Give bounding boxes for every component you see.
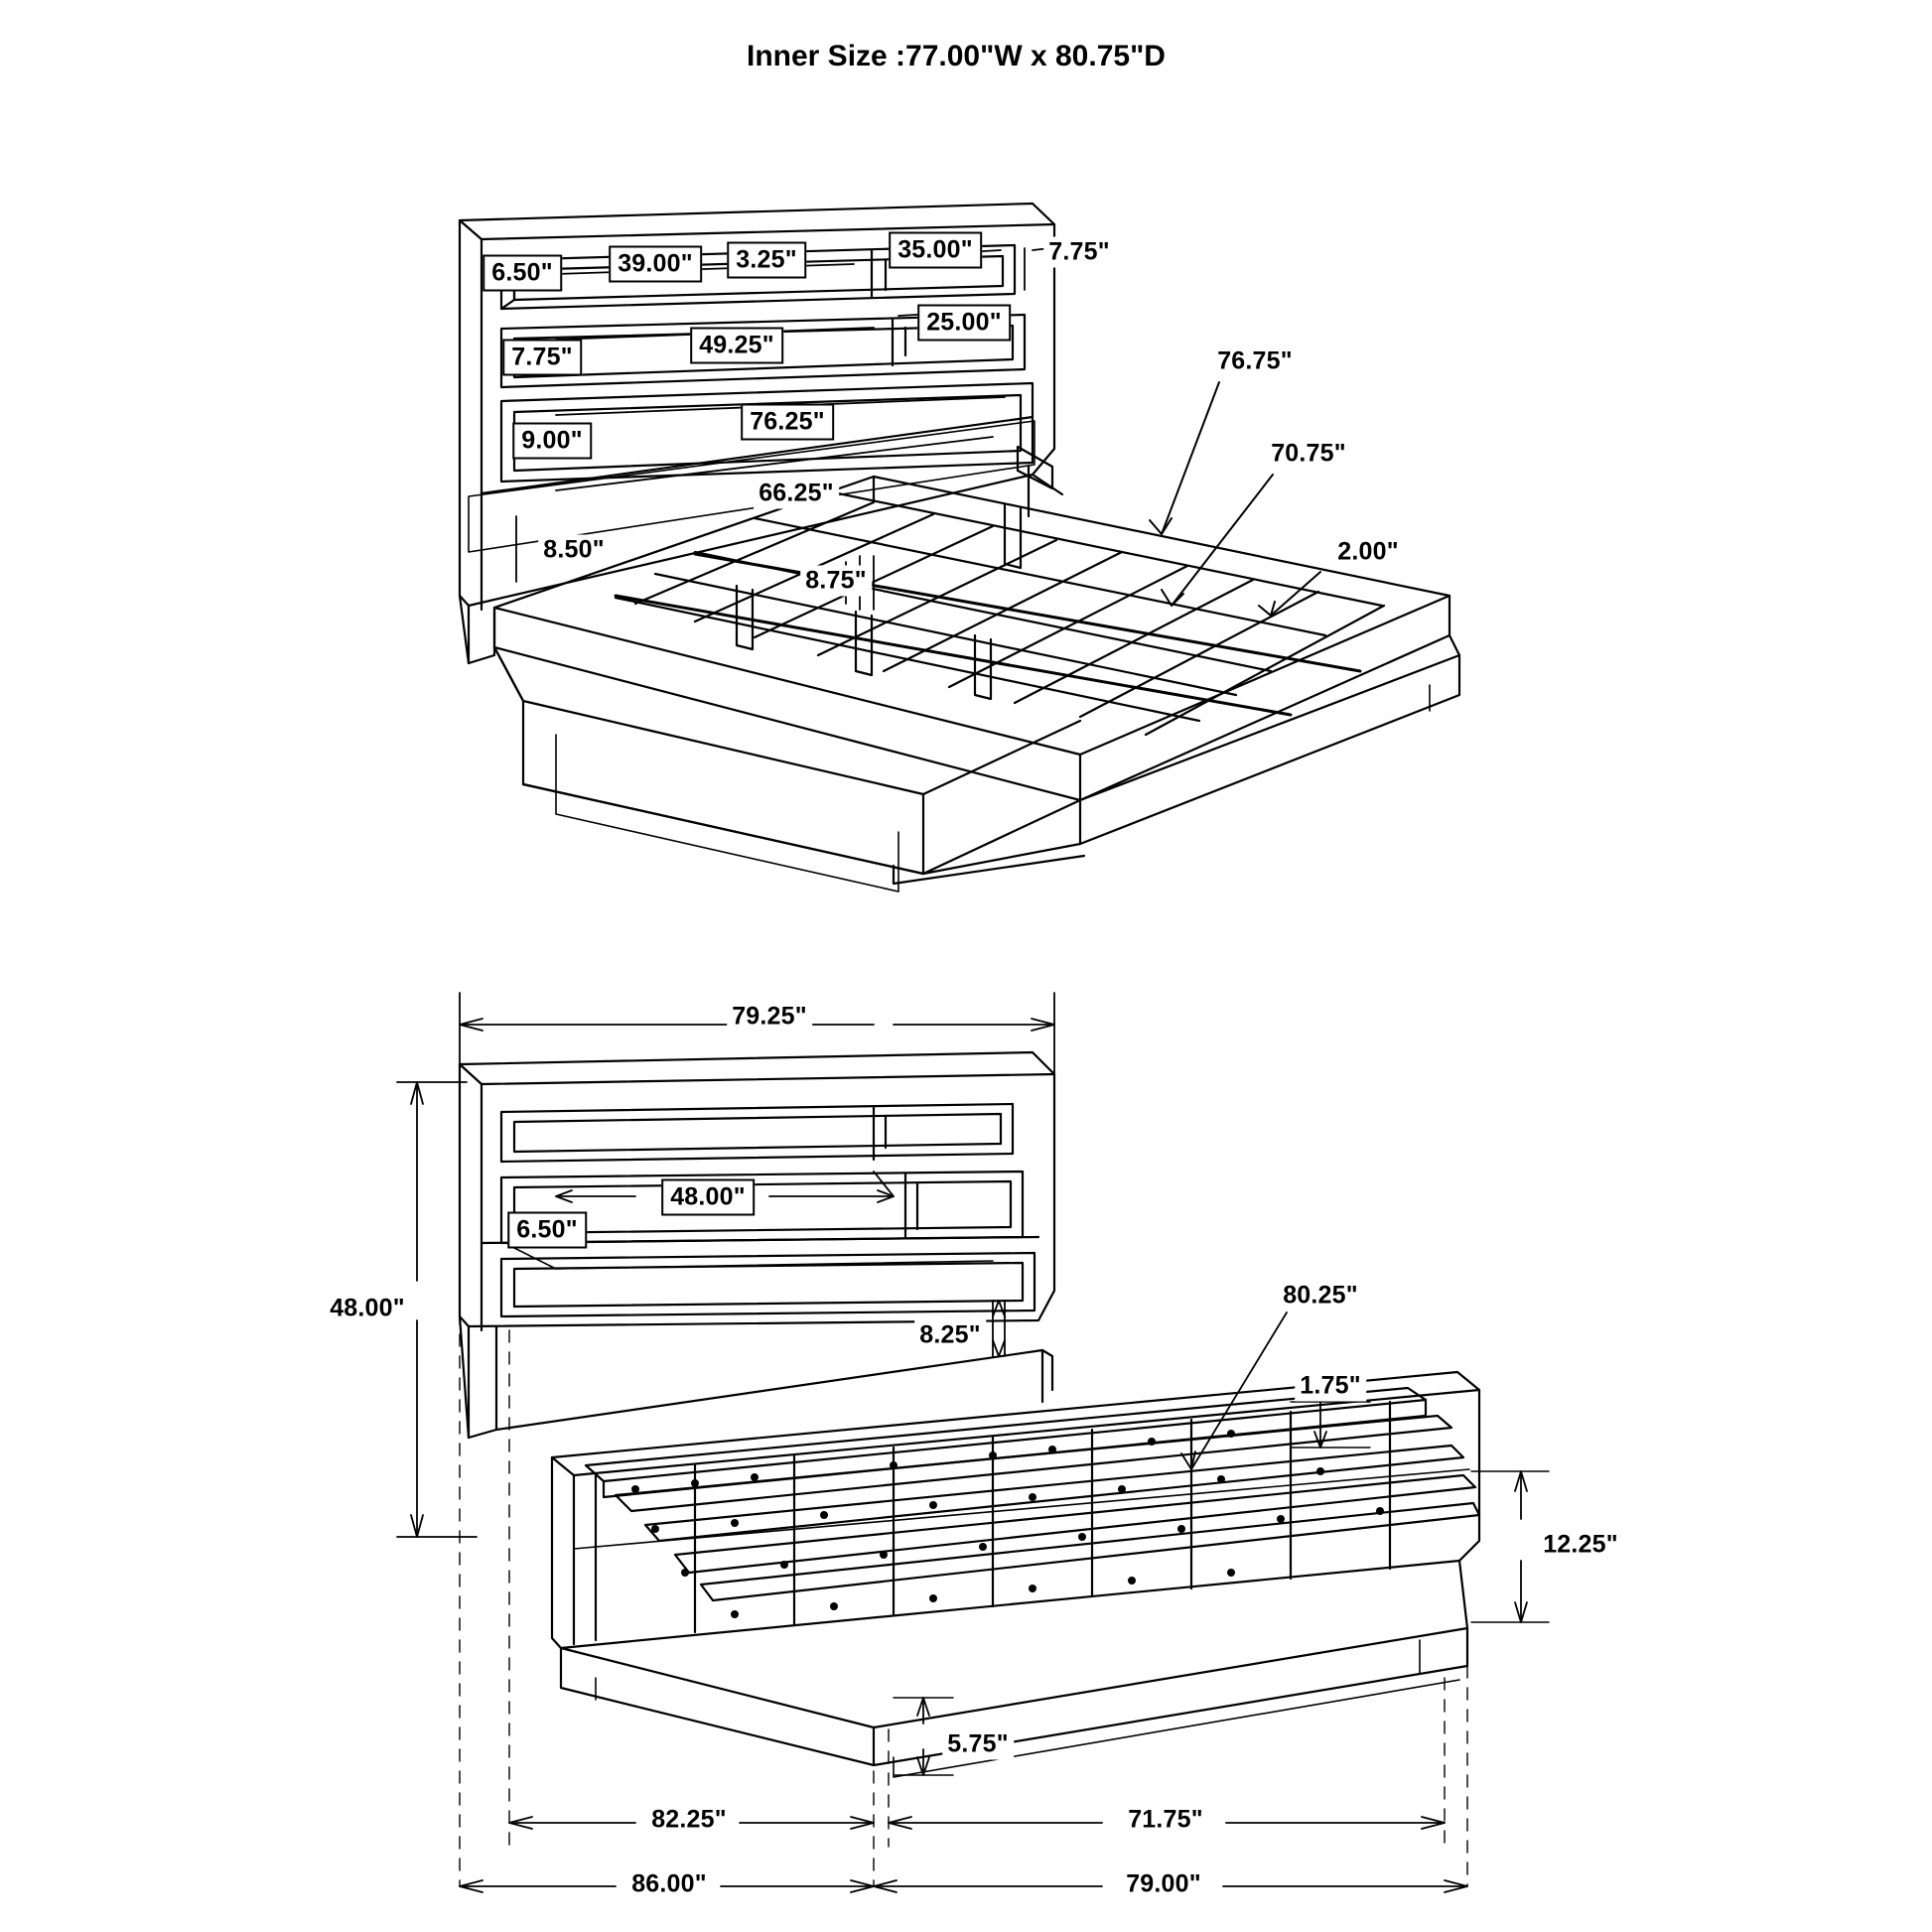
dimension-label: 8.50" <box>538 535 610 566</box>
dimension-label: 71.75" <box>1123 1805 1208 1836</box>
dimension-label: 5.75" <box>942 1729 1014 1760</box>
dimension-label: 79.00" <box>1121 1869 1206 1900</box>
dimension-label: 76.25" <box>741 404 834 441</box>
dimension-label: 7.75" <box>1043 237 1115 268</box>
dimension-label: 9.00" <box>512 423 592 460</box>
dimension-label: 7.75" <box>502 340 582 376</box>
dimension-label: 70.75" <box>1266 439 1351 470</box>
dimension-label: 8.75" <box>800 566 872 597</box>
dimension-label: 25.00" <box>917 305 1011 342</box>
dimension-label: 39.00" <box>609 246 702 283</box>
dimension-label: 49.25" <box>690 328 783 364</box>
dimension-label: 79.25" <box>727 1002 812 1033</box>
front-elevation-bed <box>460 1052 1479 1777</box>
page-title: Inner Size :77.00"W x 80.75"D <box>747 40 1166 72</box>
dimension-label: 1.75" <box>1295 1371 1366 1402</box>
dimension-label: 6.50" <box>483 255 562 292</box>
dimension-label: 2.00" <box>1332 537 1404 568</box>
dimension-label: 82.25" <box>646 1805 732 1836</box>
dimension-label: 8.25" <box>914 1320 986 1351</box>
dimension-label: 35.00" <box>889 232 982 269</box>
dimension-label: 3.25" <box>727 242 806 279</box>
dimension-label: 12.25" <box>1538 1530 1623 1561</box>
dimension-label: 48.00" <box>661 1179 755 1216</box>
dimension-label: 76.75" <box>1212 346 1298 377</box>
dimension-label: 80.25" <box>1278 1281 1363 1311</box>
dimension-label: 86.00" <box>626 1869 712 1900</box>
dimension-label: 6.50" <box>507 1212 587 1249</box>
dimension-label: 48.00" <box>325 1294 410 1324</box>
perspective-leaders <box>1150 382 1320 616</box>
dimension-label: 66.25" <box>754 479 839 509</box>
